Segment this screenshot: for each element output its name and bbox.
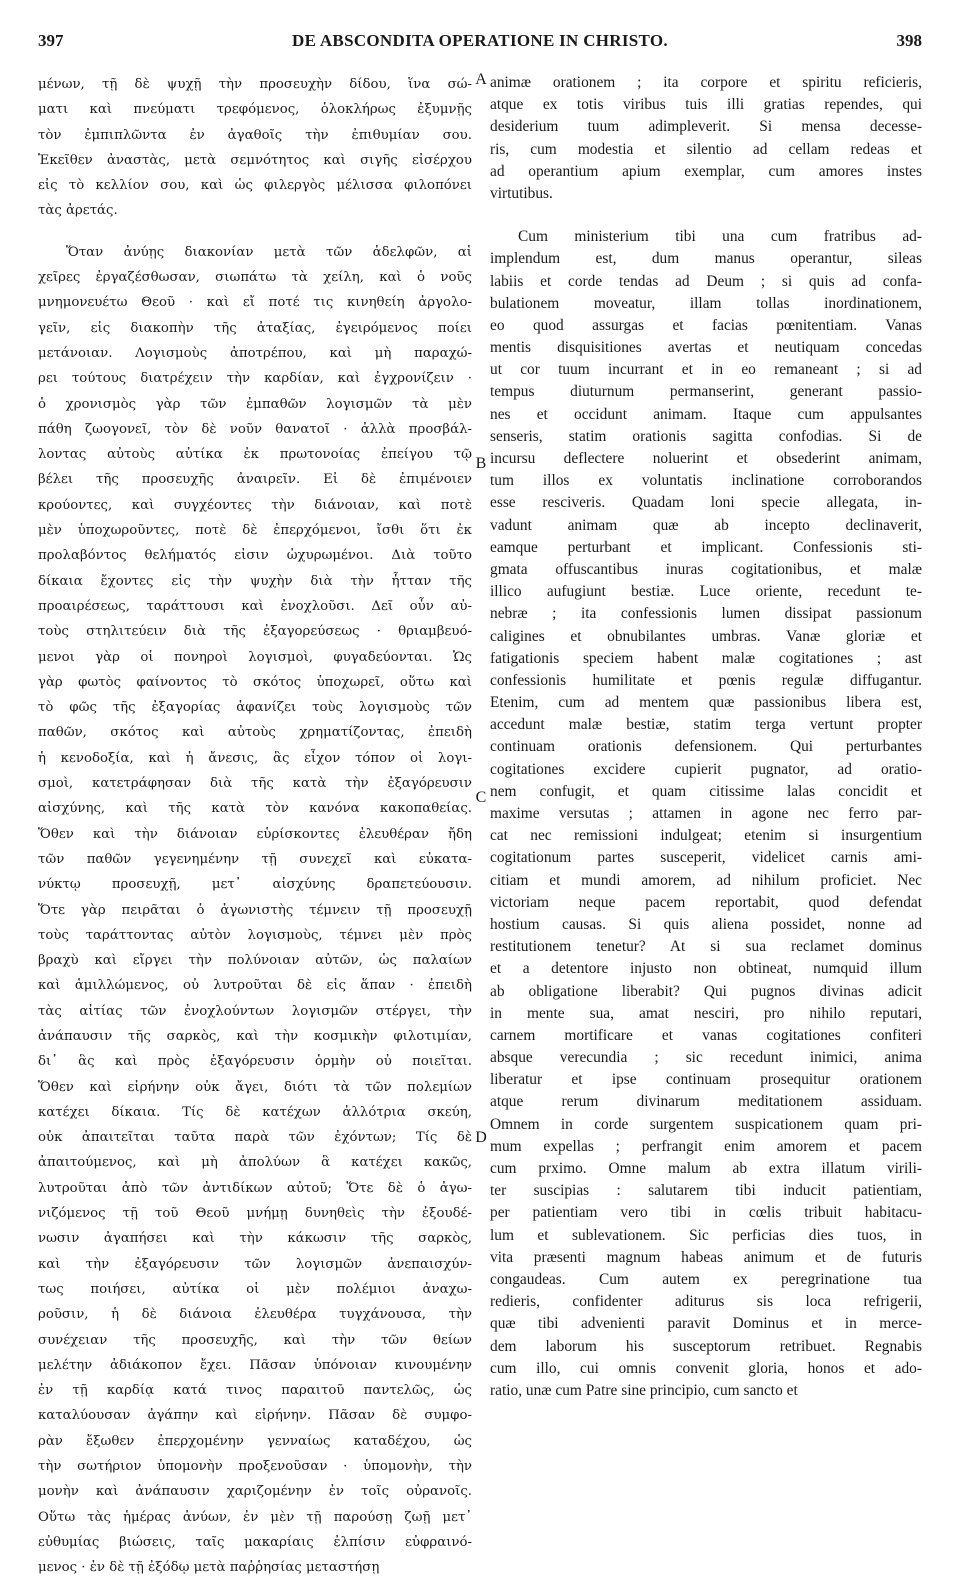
latin-text-line: congaudeas. Cum autem ex peregrinatione tua [490,1270,922,1288]
latin-text-line: accedunt malæ bestiæ, statim terga vertunt propter [490,716,922,734]
latin-text-line: Etenim, cum ad mentem quæ passionibus libera est, [490,694,922,712]
greek-text-line: νύκτῳ προσευχῇ, μετ᾽ αἰσχύνης δραπετεύουσιν. [38,877,472,893]
latin-text-line: ab obligatione liberabit? Qui pugnos divinas adicit [490,982,922,1000]
greek-text-line: ροῦσιν, ἡ δὲ διάνοια ἐλευθέρα τυγχάνουσα, τὴν [38,1307,472,1323]
latin-text-line: redieris, confidenter aditurus sis loca refrigerii, [490,1293,922,1311]
greek-text-line: Ὅτε γὰρ πειρᾶται ὁ ἀγωνιστὴς τέμνειν τῇ προσευχῇ [38,902,472,918]
running-header [38,30,922,52]
greek-text-line: ρει τούτους διατρέχειν τὴν καρδίαν, καὶ ἐγχρονίζειν · [38,371,472,387]
latin-column [490,72,922,1402]
greek-text-line: εἰς τὸ κελλίον σου, καὶ ὡς φιλεργὸς μέλισσα φιλοπόνει [38,178,472,194]
greek-text-line: αἰσχύνης, καὶ τῆς κατὰ τὸν κανόνα κακοπαθείας. [38,801,472,817]
greek-text-line: χεῖρες ἐργαζέσθωσαν, σιωπάτω τὰ χείλη, καὶ ὁ νοῦς [38,270,472,286]
latin-text-line: maxime versutas ; attamen in agone nec ferro par- [490,805,922,822]
running-title: DE ABSCONDITA OPERATIONE IN CHRISTO. [292,31,668,50]
greek-text-line: Ὅθεν καὶ τὴν διάνοιαν εὑρίσκοντες ἐλευθέραν ἤδη [38,826,472,842]
greek-text-line: βέλει τῆς προσευχῆς ἀναιρεῖν. Εἰ δὲ ἐπιμένοιεν [38,472,472,488]
latin-text-line: in mente sua, amat nesciri, pro nihilo reputari, [490,1004,922,1022]
greek-text-line: μενος · ἐν δὲ τῇ ἐξόδῳ μετὰ παῤῥησίας μεταστήσῃ [38,1560,380,1576]
greek-text-line: συνέχειαν τῆς προσευχῆς, καὶ τὴν τῶν θείων [38,1332,472,1348]
latin-text-line: victoriam neque pacem reportabit, quod defendat [490,893,922,911]
greek-text-line: ματι καὶ πνεύματι τρεφόμενος, ὁλοκλήρως ἐξυμνῇς [38,102,472,118]
latin-text-line: restitutionem tenetur? At si sua reclamet dominus [490,938,922,956]
greek-text-line: τοὺς στηλιτεύειν διὰ τῆς ἐξαγορεύσεως · θριαμβευό- [38,624,472,640]
margin-marker-b: B [475,455,487,472]
greek-text-line: πάθη ζωογονεῖ, τὸν δὲ νοῦν θανατοῖ · ἀλλὰ προσβάλ- [38,421,472,437]
latin-text-line: cum illo, cui omnis convenit gloria, honos et ado- [490,1359,922,1377]
greek-text-line: δι᾽ ἃς καὶ πρὸς ἐξαγόρευσιν ὁρμὴν οὐ ποιεῖται. [38,1054,472,1070]
greek-text-line: μελέτην ἀδιάκοπον ἔχει. Πᾶσαν ὑπόνοιαν κινουμένην [38,1357,472,1373]
greek-text-line: γὰρ φωτὸς φαίνοντος τὸ σκότος ὑποχωρεῖ, οὕτω καὶ [38,674,472,690]
greek-text-line: μενοι γὰρ οἱ πονηροὶ λογισμοὶ, φυγαδεύονται. Ὡς [38,649,472,665]
greek-text-line: ἡ κενοδοξία, καὶ ἡ ἄνεσις, ἃς εἶχον τόπον οἱ λογι- [38,750,472,766]
latin-text-line: nes et occidunt animam. Itaque cum appulsantes [490,405,922,423]
latin-text-line: tum illos ex voluntatis inclinatione corroborandos [490,472,922,490]
latin-text-line: desiderium tuum adimpleverit. Si mensa decesse- [490,118,922,136]
latin-text-line: senseris, statim orationis sagitta confodias. Si de [490,427,922,445]
latin-text-line: per patientiam vero tibi in cœlis tribuit habitacu- [490,1204,922,1222]
latin-text-line: implendum est, dum manus operantur, sileas [490,250,922,268]
greek-text-line: τὸν ἐμπιπλῶντα ἐν ἀγαθοῖς τὴν ἐπιθυμίαν σου. [38,127,472,143]
page-number-left: 397 [38,31,64,50]
greek-text-line: τὸ φῶς τῆς ἐξαγορίας ἀφανίζει τοὺς λογισμοὺς τῶν [38,700,472,716]
latin-text-line: lum et sublevationem. Sic perficias dies tuos, in [490,1226,922,1244]
greek-text-line: τως ποιήσει, αὐτίκα οἱ μὲν πολέμιοι ἀναχω- [38,1281,472,1297]
latin-text-line: citiam et mundi amorem, ad nihilum proficiet. Nec [490,871,922,889]
latin-text-line: eo quod assurgas et facias pœnitentiam. Vanas [490,316,922,334]
latin-text-line: fatigationis speciem habent malæ cogitationes ; ast [490,649,922,667]
latin-text-line: incursu deflectere noluerint et obsederint animam, [490,450,922,467]
margin-marker-d: D [475,1129,487,1146]
latin-text-line: gmata offuscantibus inuras cogitationibus, et malæ [490,560,922,578]
paragraph-gap [490,205,922,226]
greek-text-line: Οὕτω τὰς ἡμέρας ἀνύων, ἐν μὲν τῇ παρούσῃ ζωῇ μετ᾽ [38,1509,472,1525]
latin-text-line: ratio, unæ cum Patre sine principio, cum sancto et [490,1381,798,1399]
greek-text-line: τὰς αἰτίας τῶν ἐνοχλούντων λογισμῶν στέργει, τὴν [38,1003,472,1019]
greek-text-line: μνημονευέτω Θεοῦ · καὶ εἴ ποτέ τις κινηθείη ἀργολο- [38,295,472,311]
latin-text-line: hostium causas. Si quis aliena possidet, nonne ad [490,915,922,933]
latin-text-line: vita præsenti magnum habeas animum et de futuris [490,1248,922,1266]
greek-text-line: καὶ τὴν ἐξαγόρευσιν τῶν λογισμῶν ἀνεπαισχύν- [38,1256,472,1272]
latin-text-line: ad operantium apium exemplar, cum amores instes [490,162,922,180]
latin-text-line: carnem mortificare et vanas cogitationes confiteri [490,1026,922,1044]
latin-text-line: atque ex totis viribus tuis illi gratias rependes, qui [490,96,922,114]
greek-text-line: μετάνοιαν. Λογισμοὺς ἀποτρέπου, καὶ μὴ παραχώ- [38,345,472,361]
greek-text-line: καὶ ἁμιλλώμενος, οὐ λυτροῦται δὲ εἰς ἅπαν · ἐπειδὴ [38,978,472,994]
latin-text-line: tempus diuturnum permanserint, generant passio- [490,383,922,401]
greek-text-line: λυτροῦται ἀπὸ τῶν ἀντιδίκων αὐτοῦ; Ὅτε δὲ ὁ ἀγω- [38,1180,472,1196]
latin-text-line: esse resciveris. Quadam loni specie allegata, in- [490,494,922,512]
greek-text-line: ρὰν ἔξωθεν ἐπερχομένην γενναίως καταδέχου, ὡς [38,1433,472,1449]
latin-text-line: ut cor tuum incurrant et in eo remaneant ; si ad [490,361,922,379]
greek-text-line: Ὅταν ἀνύῃς διακονίαν μετὰ τῶν ἀδελφῶν, αἱ [66,244,472,260]
greek-text-line: νιζόμενος τῇ τοῦ Θεοῦ μνήμῃ δυνηθεὶς τὴν ἐξουδέ- [38,1206,472,1222]
latin-text-line: cogitationum partes susceperit, videlicet carnis ami- [490,849,922,867]
page-number-right: 398 [896,31,922,50]
latin-text-line: absque verecundia ; sic recedunt inimici, anima [490,1049,922,1067]
greek-text-line: νωσιν ἀγαπήσει καὶ τὴν κάκωσιν τῆς σαρκὸς, [38,1231,472,1247]
paragraph-gap [38,224,472,240]
greek-column [38,72,472,1581]
greek-text-line: Ὅθεν καὶ εἰρήνην οὐκ ἄγει, διότι τὰ τῶν πολεμίων [38,1079,472,1095]
latin-text-line: liberatur et ipse continuam prosequitur orationem [490,1071,922,1089]
latin-text-line: continuam orationis defensionem. Qui perturbantes [490,738,922,756]
latin-text-line: mentis disquisitiones avertas et neutiquam concedas [490,339,922,357]
latin-text-line: eamque perturbant et implicant. Confessionis sti- [490,538,922,556]
latin-text-line: Omnem in corde surgentem suspicationem quam pri- [490,1115,922,1133]
latin-text-line: ter suscipias : salutarem tibi inducit patientiam, [490,1182,922,1200]
greek-text-line: Ἐκεῖθεν ἀναστὰς, μετὰ σεμνότητος καὶ σιγῆς εἰσέρχου [38,152,472,168]
latin-text-line: virtutibus. [490,184,553,202]
latin-text-line: caligines et obnubilantes umbras. Vanæ gloriæ et [490,627,922,645]
latin-text-line: animæ orationem ; ita corpore et spiritu reficieris, [490,74,922,91]
latin-text-line: vadunt animam quæ ab incepto declinaverit, [490,516,922,534]
greek-text-line: τὰς ἀρετάς. [38,203,118,219]
greek-text-line: οὐκ ἀπαιτεῖται ταῦτα παρὰ τῶν ἐχόντων; Τίς δὲ [38,1130,472,1146]
latin-text-line: cum prximo. Omne malum ab extra illatum virili- [490,1160,922,1177]
greek-text-line: λοντας αὐτοὺς αὐτίκα ἐκ πρωτονοίας ἐπείγου τῷ [38,447,472,463]
greek-text-line: μένων, τῇ δὲ ψυχῇ τὴν προσευχὴν δίδου, ἵνα σώ- [38,77,472,92]
greek-text-line: προαιρέσεως, ταράττουσι καὶ ἐνοχλοῦσι. Δεῖ οὖν αὐ- [38,598,472,614]
greek-text-line: ἀνάπαυσιν τῆς σαρκὸς, καὶ τὴν κοσμικὴν φιλοτιμίαν, [38,1028,472,1044]
latin-text-line: atque rerum divinarum meditationem assiduam. [490,1093,922,1111]
greek-text-line: μὲν ὑποχωροῦντες, ποτὲ δὲ ἐπερχόμενοι, ἴσθι ὅτι ἐκ [38,523,472,539]
latin-text-line: confessionis humilitate et pœnis regulæ diffugantur. [490,671,922,689]
margin-marker-a: A [475,71,487,88]
latin-text-line: illico aufugiunt bestiæ. Luce oriente, recedunt te- [490,583,922,601]
greek-text-line: βραχὺ καὶ εἴργει τὴν πολύνοιαν αὐτῶν, ὡς παλαίων [38,953,472,969]
greek-text-line: ἐν τῇ καρδίᾳ κατά τινος παραιτοῦ παντελῶς, ὡς [38,1383,472,1399]
latin-text-line: mum expellas ; perfrangit enim amorem et pacem [490,1137,922,1155]
latin-text-line: labiis et corde tendas ad Deum ; si quis ad confa- [490,272,922,290]
greek-text-line: ὁ χρονισμὸς γὰρ τῶν ἐμπαθῶν λογισμῶν τὰ μὲν [38,396,472,412]
latin-text-line: cat nec remissioni indulgeat; etenim si insurgentium [490,827,922,845]
margin-marker-c: C [475,789,487,806]
latin-text-line: quæ tibi advenienti paravit Dominus et in merce- [490,1315,922,1333]
latin-text-line: dem laborum his susceptorum retribuet. Regnabis [490,1337,922,1355]
greek-text-line: κρούοντες, καὶ συγχέοντες τὴν διάνοιαν, καὶ ποτὲ [38,497,472,513]
greek-text-line: εὐθυμίας βιώσεις, ταῖς μακαρίαις ἐλπίσιν εὐφραινό- [38,1534,472,1550]
latin-text-line: et a detentore injusto non obtineat, numquid illum [490,960,922,978]
greek-text-line: παθῶν, σκότος καὶ αὐτοὺς χρηματίζοντας, ἐπειδὴ [38,725,472,741]
greek-text-line: τὴν σωτήριον ὑπομονὴν προξενοῦσαν · ὑπομονὴν, τὴν [38,1459,472,1475]
latin-text-line: ris, cum modestia et silentio ad cellam redeas et [490,140,922,158]
greek-text-line: μονὴν καὶ ἀνάπαυσιν χαριζομένην ἐν τοῖς οὐρανοῖς. [38,1484,472,1500]
greek-text-line: τῶν παθῶν γεγενημένην τῇ συνεχεῖ καὶ εὐκατα- [38,851,472,867]
latin-text-line: nem confugit, et quam citissime lalas concidit et [490,782,922,800]
latin-text-line: Cum ministerium tibi una cum fratribus ad- [518,228,922,246]
greek-text-line: καταλύουσαν ἀγάπην καὶ εἰρήνην. Πᾶσαν δὲ συμφο- [38,1408,472,1424]
greek-text-line: προλαβόντος θελήματός εἰσιν ὠχυρωμένοι. Διὰ τοῦτο [38,548,472,564]
greek-text-line: δίκαια ἔχοντες εἰς τὴν ψυχὴν διὰ τὴν ἧτταν τῆς [38,573,472,589]
greek-text-line: ἀπαιτούμενος, καὶ μὴ ἀπολύων ἃ κατέχει κακῶς, [38,1155,472,1171]
latin-text-line: cogitationes excidere cupierit pugnator, ad oratio- [490,760,922,778]
greek-text-line: κατέχει δίκαια. Τίς δὲ κατέχων ἀλλότρια σκεύη, [38,1104,472,1120]
latin-text-line: nebræ ; ita confessionis lumen dissipat passionum [490,605,922,623]
latin-text-line: bulationem moveatur, illam tollas inordinationem, [490,294,922,312]
greek-text-line: σμοὶ, κατετράφησαν διὰ τῆς κατὰ τὴν ἐξαγόρευσιν [38,776,472,792]
greek-text-line: τοὺς ταράττοντας αὐτὸν λογισμοὺς, τέμνει μὲν πρὸς [38,927,472,943]
greek-text-line: γεῖν, εἰς διακοπὴν τῆς ἀταξίας, ἐγειρόμενος ποίει [38,320,472,336]
